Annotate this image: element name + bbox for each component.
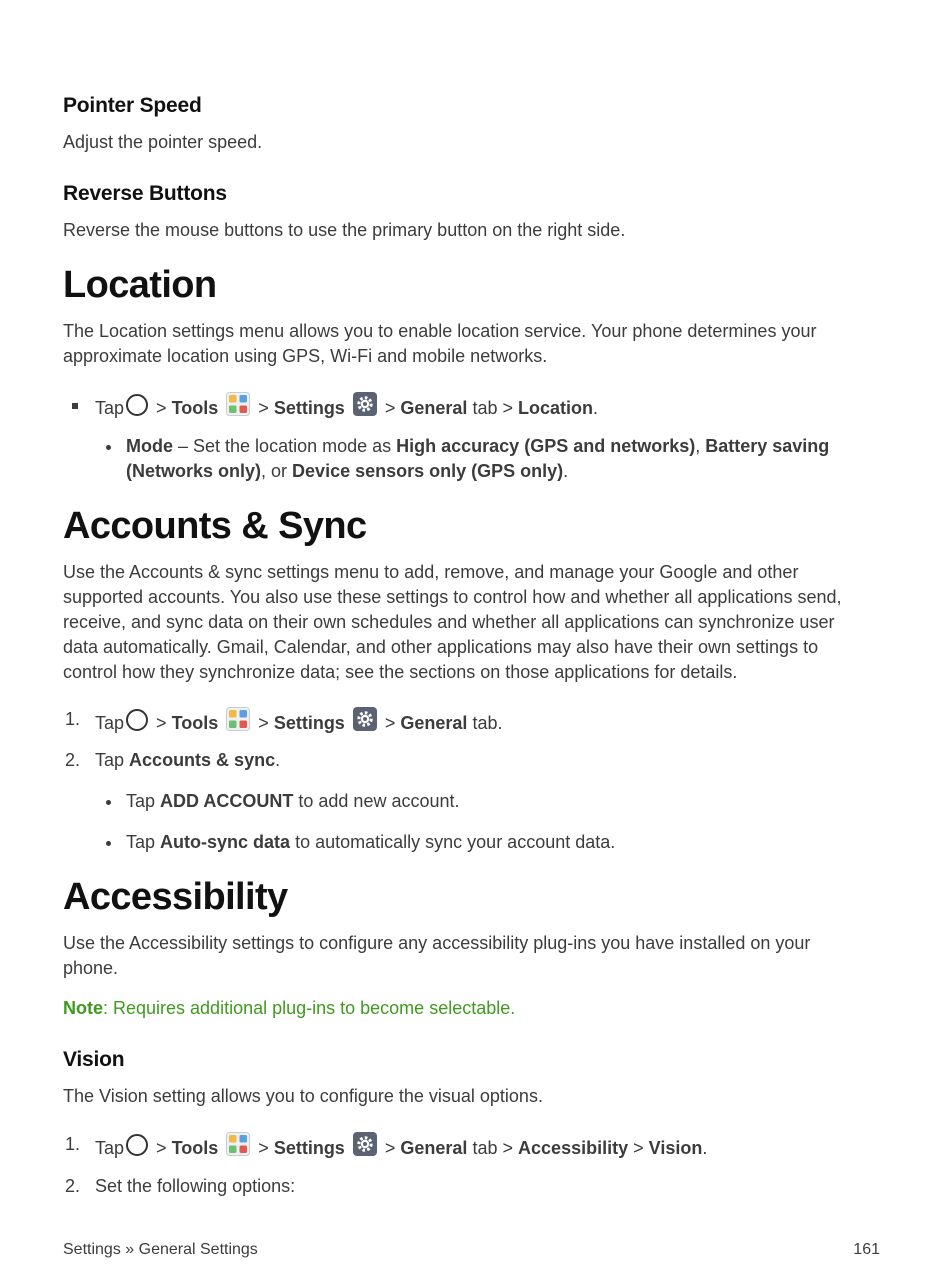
settings-gear-icon [353,707,377,731]
pointer-speed-text: Adjust the pointer speed. [63,132,263,152]
vision-text: The Vision setting allows you to configure the visual options. [63,1086,543,1106]
accessibility-text: Use the Accessibility settings to configure any accessibility plug-ins you have installed on your phone. [63,933,811,978]
home-circle-icon [126,394,148,416]
accounts-sync-heading: Accounts & Sync [63,505,367,547]
accessibility-heading: Accessibility [63,876,288,918]
tools-folder-icon [226,1132,250,1156]
tools-label: Tools [171,398,219,418]
tools-folder-icon [226,392,250,416]
tap-text: Tap [95,398,125,418]
settings-gear-icon [353,1132,377,1156]
home-circle-icon [126,709,148,731]
tools-folder-icon [226,707,250,731]
settings-label: Settings [273,398,345,418]
reverse-buttons-heading: Reverse Buttons [63,182,227,205]
vision-heading: Vision [63,1048,125,1071]
home-circle-icon [126,1134,148,1156]
accounts-sync-text: Use the Accounts & sync settings menu to add, remove, and manage your Google and other supported accounts. You also use these settings to control how and whether all applications send, receive, and sync data on their own schedules and whether all applications can synchronize user data automatically. Gmail, Calendar, and other applications may also have their own settings to control how they synchronize data; see the sections on those applications for details. [63,562,842,682]
pointer-speed-heading: Pointer Speed [63,94,202,117]
location-heading: Location [63,264,217,306]
page-number: 161 [853,1241,880,1258]
footer-breadcrumb: Settings » General Settings [63,1241,258,1258]
round-bullet-icon [106,445,111,450]
double-chevron-icon: » [125,1241,135,1258]
square-bullet-icon [72,403,78,409]
round-bullet-icon [106,841,111,846]
reverse-buttons-text: Reverse the mouse buttons to use the primary button on the right side. [63,220,626,240]
location-text: The Location settings menu allows you to enable location service. Your phone determines your approximate location using GPS, Wi-Fi and mobile networks. [63,321,817,366]
settings-gear-icon [353,392,377,416]
round-bullet-icon [106,800,111,805]
accessibility-note: Note: Requires additional plug-ins to become selectable. [63,998,516,1018]
